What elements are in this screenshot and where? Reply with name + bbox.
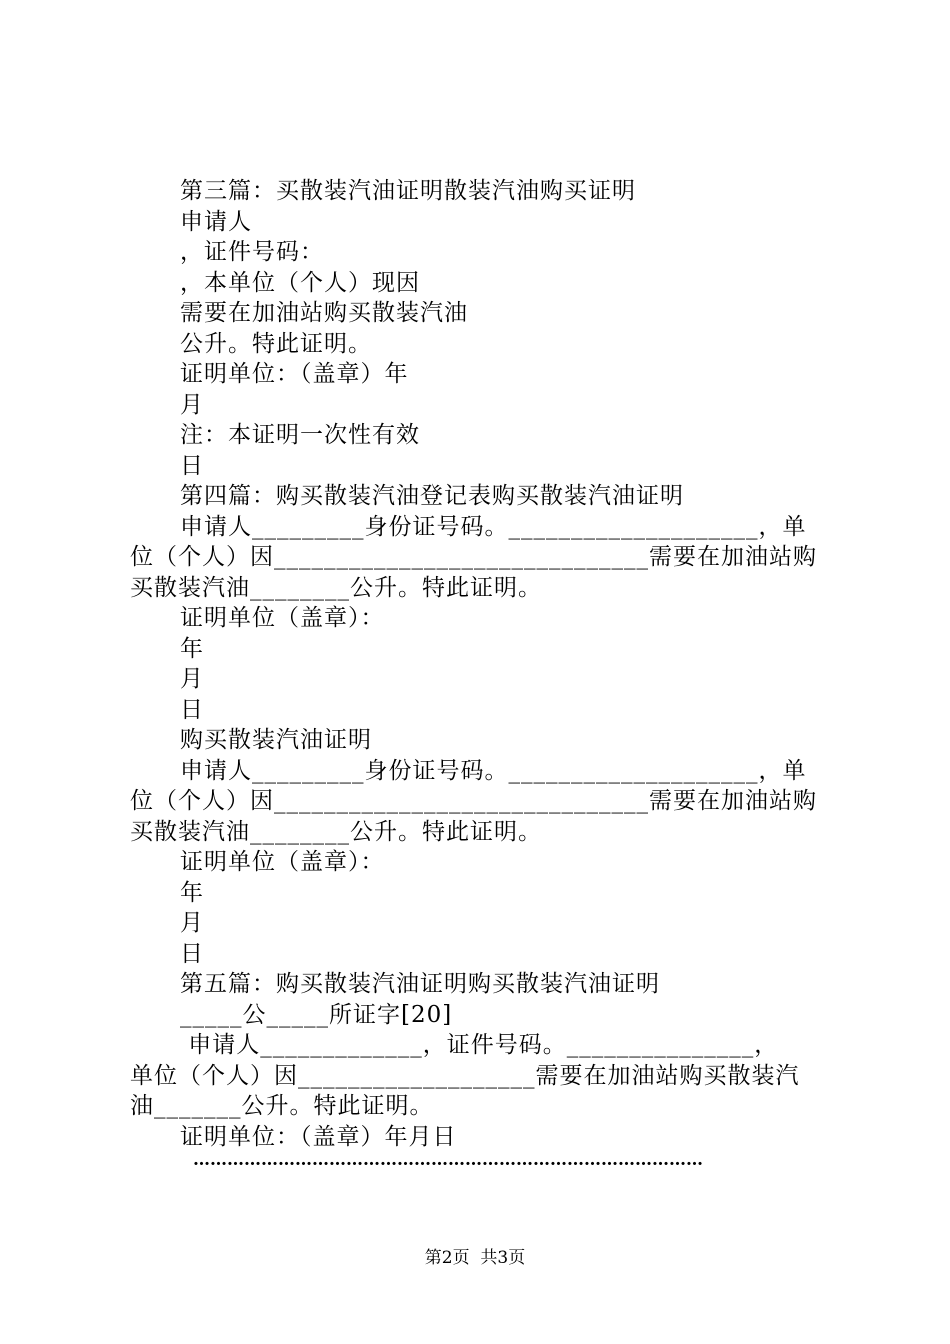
text-line: 年 (180, 879, 204, 906)
section-title: 购买散装汽油证明 (180, 727, 372, 753)
page-footer: 第2页 共3页 (424, 1248, 526, 1268)
text-line: 油_______公升。特此证明。 (130, 1093, 434, 1119)
dotted-separator: ……………………………………………………………………………… (193, 1150, 703, 1170)
text-line: _____公_____所证字[20] (180, 1001, 453, 1028)
text-line: 月 (180, 391, 204, 418)
text-line: 日 (180, 940, 204, 967)
text-line: ，本单位（个人）现因 (180, 269, 420, 296)
text-line: 位（个人）因______________________________需要在加油站购 (130, 788, 817, 814)
text-line: 年 (180, 635, 204, 662)
text-line: 申请人_____________，证件号码。_______________， (180, 1032, 779, 1058)
heading-part-5: 第五篇：购买散装汽油证明购买散装汽油证明 (180, 971, 660, 997)
heading-part-4: 第四篇：购买散装汽油登记表购买散装汽油证明 (180, 483, 684, 509)
text-line: 证明单位：（盖章）年月日 (180, 1123, 457, 1150)
text-line: 月 (180, 910, 204, 936)
text-line: 公升。特此证明。 (180, 330, 372, 357)
text-line: 注：本证明一次性有效 (180, 422, 420, 448)
text-line: 需要在加油站购买散装汽油 (180, 300, 468, 326)
text-line: 日 (180, 452, 204, 479)
text-line: 日 (180, 696, 204, 723)
heading-part-3: 第三篇：买散装汽油证明散装汽油购买证明 (180, 178, 636, 204)
text-line: 申请人_________身份证号码。____________________，单 (180, 513, 807, 540)
text-line: 证明单位（盖章）： (180, 605, 385, 631)
text-line: 单位（个人）因___________________需要在加油站购买散装汽 (130, 1062, 800, 1089)
text-line: 申请人 (180, 208, 252, 235)
text-line: 月 (180, 666, 204, 692)
text-line: 申请人_________身份证号码。____________________，单 (180, 757, 807, 784)
text-line: 位（个人）因______________________________需要在加油站购 (130, 544, 817, 570)
text-line: 证明单位：（盖章）年 (180, 361, 409, 387)
text-line: ，证件号码： (180, 239, 324, 265)
text-line: 买散装汽油________公升。特此证明。 (130, 574, 542, 601)
document-body (130, 176, 834, 1152)
text-line: 买散装汽油________公升。特此证明。 (130, 818, 542, 845)
text-line: 证明单位（盖章）： (180, 849, 385, 875)
